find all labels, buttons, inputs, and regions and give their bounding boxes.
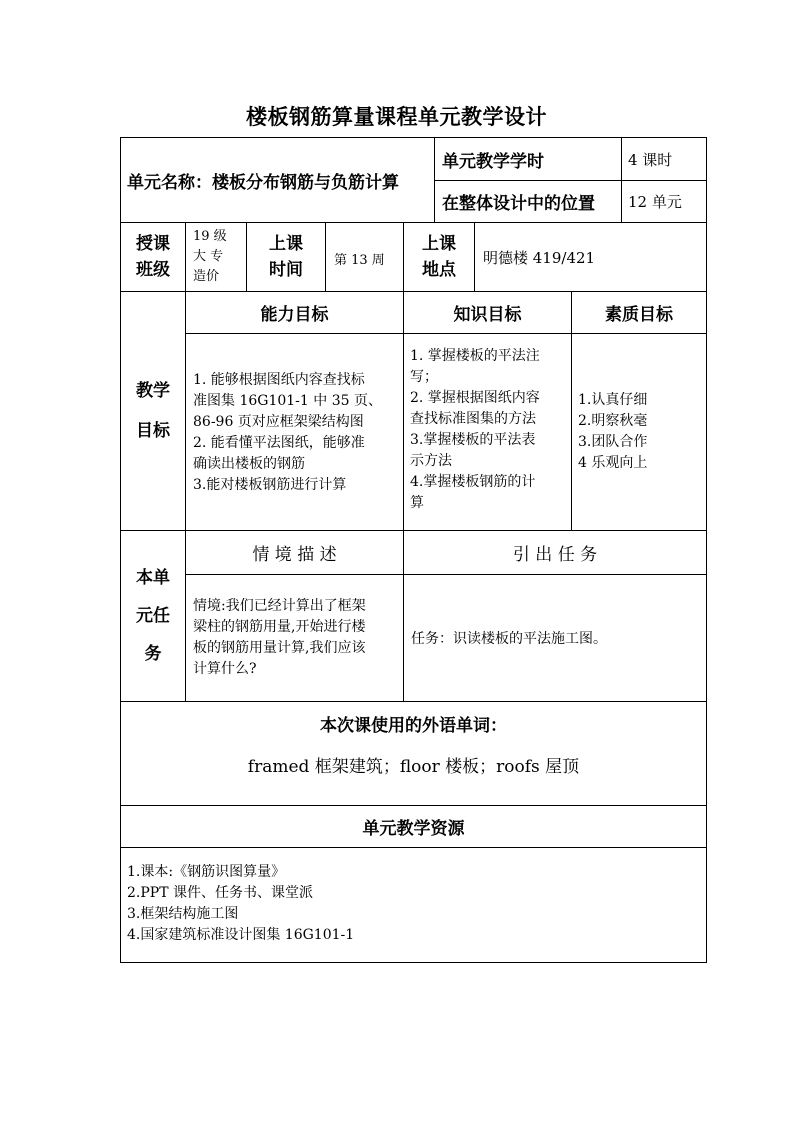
ability-text: 1. 能够根据图纸内容查找标 准图集 16G101-1 中 35 页、 86-96 页对应框架梁结构图 2. 能看懂平法图纸，能够准 确读出楼板的钢筋 3.能对楼板钢筋进行计算: [193, 372, 382, 493]
ability-header: 能力目标: [260, 305, 329, 325]
vocab-words: framed 框架建筑；floor 楼板；roofs 屋顶: [247, 756, 580, 777]
resources-header: 单元教学资源: [362, 819, 465, 839]
time-value: 第 13 周: [334, 253, 385, 268]
scenario-header: 情 境 描 述: [252, 545, 337, 565]
task-text: 任务：识读楼板的平法施工图。: [411, 631, 607, 647]
list-item: 1.课本:《钢筋识图算量》: [127, 864, 286, 880]
list-item: 3.框架结构施工图: [127, 906, 239, 922]
list-item: 4.国家建筑标准设计图集 16G101-1: [127, 927, 355, 943]
task-header: 引 出 任 务: [512, 545, 598, 565]
document-title: 楼板钢筋算量课程单元教学设计: [246, 105, 547, 129]
quality-header: 素质目标: [605, 305, 673, 325]
knowledge-header: 知识目标: [453, 305, 522, 325]
vocab-header: 本次课使用的外语单词：: [320, 715, 507, 736]
scenario-text: 情境:我们已经计算出了框架 梁柱的钢筋用量,开始进行楼 板的钢筋用量计算,我们应该 计算什么?: [193, 598, 366, 677]
position-label: 在整体设计中的位置: [442, 194, 595, 214]
knowledge-text: 1. 掌握楼板的平法注 写； 2. 掌握根据图纸内容 查找标准图集的方法 3.掌握楼板的平法表 示方法 4.掌握楼板钢筋的计 算: [410, 348, 540, 511]
class-value: 19 级 大 专 造价: [193, 229, 227, 284]
class-label: 授课 班级: [136, 234, 170, 280]
objectives-label: 教学 目标: [136, 381, 170, 441]
time-label: 上课 时间: [269, 234, 303, 280]
quality-text: 1.认真仔细 2.明察秋毫 3.团队合作 4 乐观向上: [578, 392, 648, 471]
hours-value: 4 课时: [628, 150, 673, 169]
hours-label: 单元教学学时: [442, 151, 544, 172]
resources-list: [121, 848, 706, 962]
list-item: 2.PPT 课件、任务书、课堂派: [127, 885, 313, 901]
position-value: 12 单元: [628, 193, 682, 211]
place-label: 上课 地点: [422, 234, 456, 280]
place-value: 明德楼 419/421: [483, 249, 596, 267]
unit-name-label: 单元名称：: [127, 172, 212, 193]
unit-name-value: 楼板分布钢筋与负筋计算: [212, 172, 399, 193]
task-label: 本单 元任 务: [136, 568, 170, 664]
unit-name-cell: [121, 138, 434, 222]
